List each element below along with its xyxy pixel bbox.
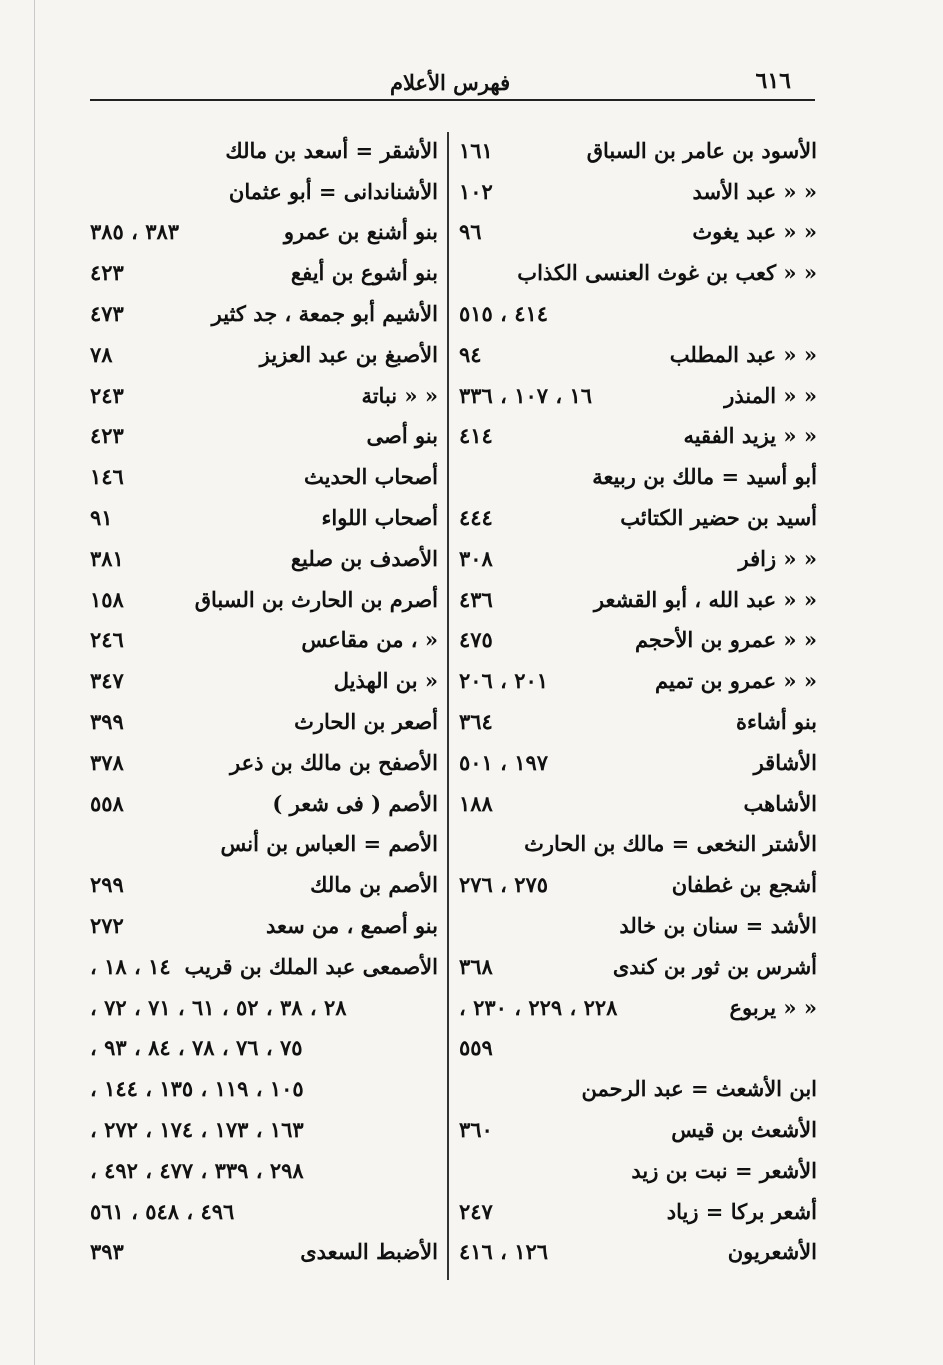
index-entry	[86, 1191, 438, 1232]
running-title: فهرس الأعلام	[390, 70, 511, 95]
index-entry	[86, 252, 438, 293]
entry-pages: ٣٧٨	[90, 749, 124, 775]
index-entry	[86, 456, 438, 497]
index-entry	[86, 1109, 438, 1150]
index-entry	[86, 1232, 438, 1273]
index-entry	[455, 497, 817, 538]
entry-name: « « عبد يغوث	[692, 219, 817, 245]
entry-name: الأصم ( فى شعر )	[272, 790, 438, 816]
entry-name: أبو أسيد = مالك بن ربيعة	[592, 464, 817, 490]
entry-pages: ٣٠٨	[459, 545, 493, 571]
index-entry	[455, 1028, 817, 1069]
entry-name: الأشناندانى = أبو عثمان	[228, 178, 438, 204]
entry-name: « « عمرو بن تميم	[654, 668, 817, 694]
header-rule	[90, 99, 815, 101]
entry-pages: ٤٣٦	[459, 586, 493, 612]
index-entry	[455, 864, 817, 905]
entry-pages: ١٨٨	[459, 790, 493, 816]
index-entry	[455, 620, 817, 661]
index-entry	[86, 1150, 438, 1191]
entry-name: أشرس بن ثور بن كندى	[612, 953, 817, 979]
entry-pages: ٣٦٤	[459, 709, 493, 735]
entry-name: الأشتر النخعى = مالك بن الحارث	[524, 831, 817, 857]
entry-name: « « زافر	[738, 545, 817, 571]
entry-pages: ١٢٦ ، ٤١٦	[459, 1239, 549, 1265]
entry-pages: ١٠٥ ، ١١٩ ، ١٣٥ ، ١٤٤ ،	[90, 1076, 304, 1102]
index-entry	[455, 416, 817, 457]
entry-name: الأصفح بن مالك بن ذعر	[230, 749, 438, 775]
entry-name: ابن الأشعث = عبد الرحمن	[581, 1076, 817, 1102]
entry-pages: ١٩٧ ، ٥٠١	[459, 749, 549, 775]
page-header	[90, 62, 815, 100]
entry-name: أصرم بن الحارث بن السباق	[194, 586, 438, 612]
index-entry	[86, 293, 438, 334]
entry-name: الأشقر = أسعد بن مالك	[225, 137, 438, 163]
entry-pages: ٧٨	[90, 341, 113, 367]
index-entry	[86, 1028, 438, 1069]
entry-pages: ٣٩٣	[90, 1239, 124, 1265]
entry-pages: ٥٥٩	[459, 1035, 493, 1061]
entry-name: « « عبد الأسد	[692, 178, 817, 204]
index-entry	[86, 660, 438, 701]
index-entry	[86, 905, 438, 946]
index-entry	[86, 579, 438, 620]
entry-name: « « نباتة	[361, 382, 438, 408]
index-entry	[455, 1191, 817, 1232]
index-entry	[455, 1109, 817, 1150]
index-entry	[455, 1232, 817, 1273]
entry-pages: ٩١	[90, 505, 113, 531]
entry-pages: ٢٩٨ ، ٣٣٩ ، ٤٧٧ ، ٤٩٢ ،	[90, 1157, 304, 1183]
entry-pages: ٤١٤ ، ٥١٥	[459, 301, 549, 327]
entry-name: الأسود بن عامر بن السباق	[586, 137, 817, 163]
index-entry	[86, 334, 438, 375]
page-number: ٦١٦	[755, 68, 791, 94]
entry-name: « « يربوع	[729, 994, 817, 1020]
index-entry	[455, 987, 817, 1028]
entry-name: « « عبد المطلب	[669, 341, 817, 367]
entry-pages: ٧٥ ، ٧٦ ، ٧٨ ، ٨٤ ، ٩٣ ،	[90, 1035, 303, 1061]
entry-pages: ٣٨٣ ، ٣٨٥	[90, 219, 180, 245]
entry-pages: ٢٨ ، ٣٨ ، ٥٢ ، ٦١ ، ٧١ ، ٧٢ ،	[90, 994, 347, 1020]
entry-pages: ٣٦٠	[459, 1117, 493, 1143]
index-entry	[86, 375, 438, 416]
entry-name: « « يزيد الفقيه	[683, 423, 817, 449]
index-entry	[86, 946, 438, 987]
entry-pages: ١٤٦	[90, 464, 124, 490]
entry-name: أشعر بركا = زياد	[666, 1198, 817, 1224]
entry-name: « « عبد الله ، أبو القشعر	[593, 586, 817, 612]
index-entry	[86, 538, 438, 579]
index-entry	[455, 1068, 817, 1109]
index-entry	[86, 824, 438, 865]
entry-name: الأصبغ بن عبد العزيز	[259, 341, 438, 367]
entry-pages: ٣٤٧	[90, 668, 124, 694]
entry-name: الأصمعى عبد الملك بن قريب	[184, 953, 438, 979]
entry-name: بنو أشاءة	[735, 709, 817, 735]
index-entry	[455, 375, 817, 416]
entry-pages: ١٥٨	[90, 586, 124, 612]
entry-name: الأضبط السعدى	[300, 1239, 438, 1265]
entry-name: أصعر بن الحارث	[294, 709, 438, 735]
index-entry	[455, 1150, 817, 1191]
index-entry	[455, 252, 817, 293]
entry-name: « ، من مقاعس	[301, 627, 438, 653]
entry-pages: ٩٦	[459, 219, 482, 245]
entry-pages: ١٠٢	[459, 178, 493, 204]
index-entry	[86, 864, 438, 905]
entry-name: بنو أصى	[366, 423, 438, 449]
entry-pages: ١٦ ، ١٠٧ ، ٣٣٦	[459, 382, 593, 408]
index-entry	[86, 620, 438, 661]
index-entry	[455, 130, 817, 171]
entry-pages: ٢٤٣	[90, 382, 124, 408]
entry-pages: ٤٢٣	[90, 260, 124, 286]
index-entry	[86, 987, 438, 1028]
entry-pages: ٤٧٣	[90, 301, 124, 327]
entry-pages: ٢٤٦	[90, 627, 124, 653]
index-entry	[455, 824, 817, 865]
index-entry	[455, 334, 817, 375]
index-entry	[86, 130, 438, 171]
entry-name: الأشيم أبو جمعة ، جد كثير	[211, 301, 438, 327]
entry-name: الأشد = سنان بن خالد	[619, 913, 817, 939]
entry-pages: ٤١٤	[459, 423, 493, 449]
entry-name: « بن الهذيل	[333, 668, 438, 694]
entry-name: الأصم بن مالك	[310, 872, 438, 898]
entry-pages: ٤٩٦ ، ٥٤٨ ، ٥٦١	[90, 1198, 235, 1224]
entry-pages: ٤٤٤	[459, 505, 493, 531]
entry-name: أسيد بن حضير الكتائب	[620, 505, 817, 531]
index-entry	[455, 293, 817, 334]
entry-pages: ٢٠١ ، ٢٠٦	[459, 668, 549, 694]
entry-name: الأشاقر	[753, 749, 817, 775]
index-entry	[455, 212, 817, 253]
index-entry	[455, 905, 817, 946]
entry-name: الأشعريون	[727, 1239, 817, 1265]
entry-name: الأشاهب	[743, 790, 817, 816]
index-entry	[455, 171, 817, 212]
entry-pages: ٢٧٥ ، ٢٧٦	[459, 872, 549, 898]
entry-pages: ١٦٣ ، ١٧٣ ، ١٧٤ ، ٢٧٢ ،	[90, 1117, 304, 1143]
index-entry	[455, 456, 817, 497]
index-entry	[455, 783, 817, 824]
index-entry	[455, 660, 817, 701]
entry-name: الأشعث بن قيس	[671, 1117, 817, 1143]
entry-pages: ٣٩٩	[90, 709, 124, 735]
entry-name: أصحاب الحديث	[304, 464, 438, 490]
entry-name: الأصم = العباس بن أنس	[220, 831, 438, 857]
entry-name: بنو أصمع ، من سعد	[265, 913, 438, 939]
index-entry	[86, 742, 438, 783]
entry-name: بنو أشنع بن عمرو	[283, 219, 438, 245]
entry-pages: ٢٩٩	[90, 872, 124, 898]
index-entry	[455, 701, 817, 742]
binding-margin-line	[34, 0, 35, 1365]
entry-pages: ١٦١	[459, 137, 493, 163]
entry-pages: ٤٧٥	[459, 627, 493, 653]
index-entry	[455, 946, 817, 987]
entry-pages: ٥٥٨	[90, 790, 124, 816]
entry-pages: ٩٤	[459, 341, 482, 367]
index-entry	[455, 742, 817, 783]
index-entry	[86, 1068, 438, 1109]
entry-pages: ٤٢٣	[90, 423, 124, 449]
index-entry	[455, 579, 817, 620]
index-entry	[86, 701, 438, 742]
entry-name: بنو أشوع بن أيفع	[290, 260, 438, 286]
entry-pages: ٣٦٨	[459, 953, 493, 979]
entry-pages: ٢٤٧	[459, 1198, 493, 1224]
entry-name: « « عمرو بن الأحجم	[634, 627, 817, 653]
entry-name: « « المنذر	[724, 382, 817, 408]
index-entry	[86, 171, 438, 212]
entry-name: « « كعب بن غوث العنسى الكذاب	[517, 260, 817, 286]
left-column	[86, 130, 438, 1272]
entry-name: أصحاب اللواء	[321, 505, 438, 531]
entry-pages: ٢٢٨ ، ٢٢٩ ، ٢٣٠ ،	[459, 994, 618, 1020]
entry-name: الأشعر = نبت بن زيد	[631, 1157, 817, 1183]
index-entry	[86, 783, 438, 824]
index-entry	[86, 497, 438, 538]
right-column	[455, 130, 817, 1272]
entry-pages: ٢٧٢	[90, 913, 124, 939]
index-entry	[86, 212, 438, 253]
column-divider	[447, 132, 449, 1280]
entry-name: الأصدف بن صليع	[290, 545, 438, 571]
entry-pages: ٣٨١	[90, 545, 124, 571]
entry-pages: ١٤ ، ١٨ ،	[90, 953, 171, 979]
index-entry	[86, 416, 438, 457]
entry-name: أشجع بن غطفان	[671, 872, 817, 898]
index-entry	[455, 538, 817, 579]
